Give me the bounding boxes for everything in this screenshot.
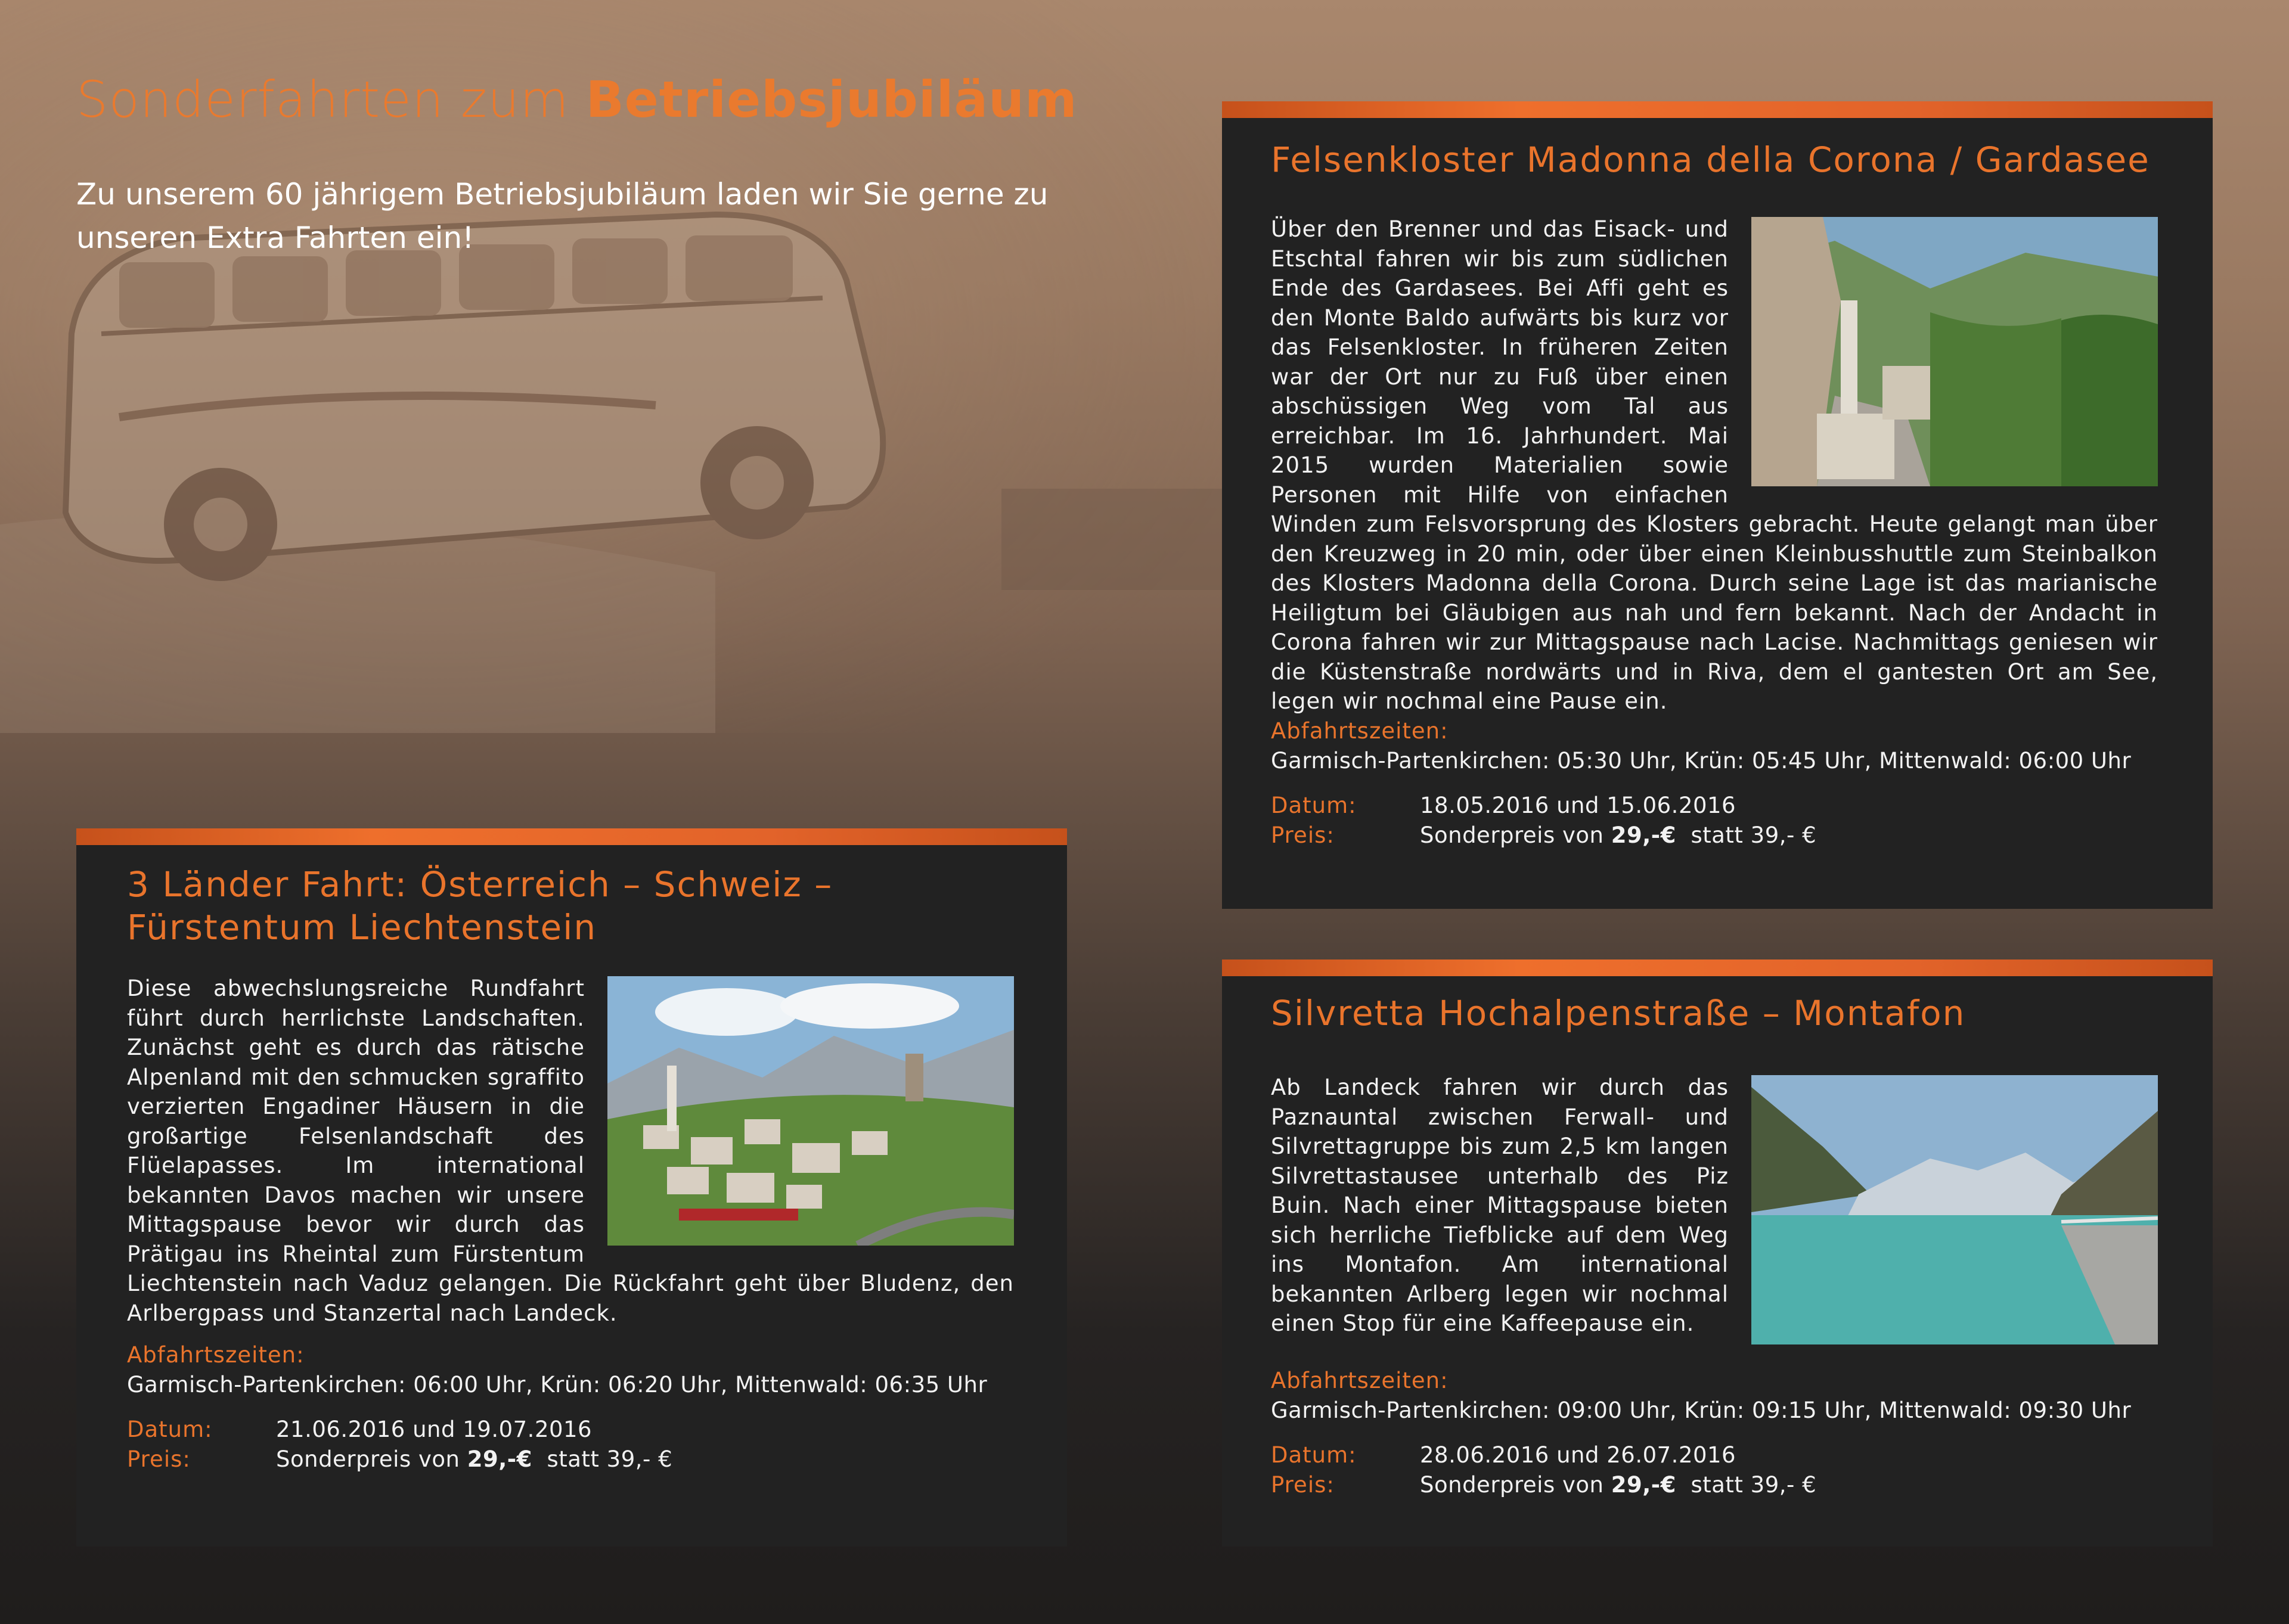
page-title (76, 70, 1078, 129)
departure-label: Abfahrtszeiten: (1271, 718, 1449, 744)
card-accent-bar (76, 828, 1067, 845)
alpine-village-photo (607, 976, 1014, 1246)
special-price: 29,-€ (1611, 822, 1676, 848)
card-accent-bar (1222, 101, 2213, 118)
page-title-bold: Betriebsjubiläum (585, 70, 1078, 129)
trip-dates: 21.06.2016 und 19.07.2016 (276, 1417, 593, 1442)
trip-card-silvretta (1222, 960, 2213, 1547)
trip-title: Felsenkloster Madonna della Corona / Gardasee (1271, 139, 2150, 180)
cliff-monastery-photo (1751, 217, 2158, 486)
date-label: Datum: (1271, 1442, 1357, 1468)
departure-times: Garmisch-Partenkirchen: 05:30 Uhr, Krün: 05:45 Uhr, Mittenwald: 06:00 Uhr (1271, 748, 2132, 774)
trip-price: Sonderpreis von 29,-€ statt 39,- € (276, 1446, 673, 1472)
card-accent-bar (1222, 960, 2213, 976)
page-title-light: Sonderfahrten zum (76, 70, 570, 129)
trip-price: Sonderpreis von 29,-€ statt 39,- € (1420, 1472, 1817, 1498)
intro-text: Zu unserem 60 jährigem Betriebsjubiläum laden wir Sie gerne zu unseren Extra Fahrten ein! (76, 177, 1049, 255)
special-price: 29,-€ (1611, 1472, 1676, 1498)
trip-dates: 18.05.2016 und 15.06.2016 (1420, 793, 1736, 818)
trip-description: Ab Landeck fahren wir durch das Paznauntal zwischen Ferwall- und Silvrettagruppe bis zum 2,5 km langen Silvrettastausee unterhalb des Piz Buin. Nach einer Mittagspause bieten sich herrliche Tiefblicke auf dem Weg ins Montafon. Am international bekannten Arlberg legen wir nochmal einen Stop für eine Kaffeepause ein. (1271, 1073, 2158, 1352)
departure-times: Garmisch-Partenkirchen: 09:00 Uhr, Krün: 09:15 Uhr, Mittenwald: 09:30 Uhr (1271, 1398, 2132, 1423)
price-label: Preis: (1271, 822, 1335, 848)
trip-dates: 28.06.2016 und 26.07.2016 (1420, 1442, 1736, 1468)
trip-description: Über den Brenner und das Eisack- und Etschtal fahren wir bis zum südlichen Ende des Gardasees. Bei Affi geht es den Monte Baldo aufwärts bis kurz vor das Felsenkloster. In früheren Zeiten war der Ort nur zu Fuß über einen abschüssigen Weg vom Tal aus erreichbar. Im 16. Jahrhundert. Mai 2015 wurden Materialien sowie Personen mit Hilfe von einfachen Winden zum Felsvorsprung des Klosters gebracht. Heute gelangt man über den Kreuzweg in 20 min, oder über einen Kleinbusshuttle zum Steinbalkon des Klosters Madonna della Corona. Durch seine Lage ist das marianische Heiligtum bei Gläubigen aus nah und fern bekannt. Nach der Andacht in Corona fahren wir zur Mittagspause nach Lacise. Nachmittags geniesen wir die Küstenstraße nordwärts und in Riva, dem el gantesten Ort am See, legen wir nochmal eine Pause ein. (1271, 216, 2158, 714)
date-label: Datum: (127, 1417, 213, 1442)
departure-times: Garmisch-Partenkirchen: 06:00 Uhr, Krün: 06:20 Uhr, Mittenwald: 06:35 Uhr (127, 1372, 988, 1398)
trip-card-gardasee (1222, 101, 2213, 909)
reservoir-lake-photo (1751, 1075, 2158, 1344)
trip-description: Diese abwechslungsreiche Rundfahrt führt durch herrlichste Landschaften. Zunächst geht es durch das rätische Alpenland mit den schmucken sgraffito verzierten Engadiner Häusern in die großartige Felsenlandschaft des Flüelapasses. Im international bekannten Davos machen wir unsere Mittagspause bevor wir durch das Prätigau ins Rheintal zum Fürstentum Liechtenstein nach Vaduz gelangen. Die Rückfahrt geht über Bludenz, den Arlbergpass und Stanzertal nach Landeck. (127, 976, 1014, 1326)
date-label: Datum: (1271, 793, 1357, 818)
departure-label: Abfahrtszeiten: (127, 1342, 305, 1368)
special-price: 29,-€ (467, 1446, 532, 1472)
trip-title: 3 Länder Fahrt: Österreich – Schweiz – Fürstentum Liechtenstein (127, 864, 833, 948)
trip-card-3-laender (76, 828, 1067, 1547)
trip-price: Sonderpreis von 29,-€ statt 39,- € (1420, 822, 1817, 848)
trip-title: Silvretta Hochalpenstraße – Montafon (1271, 993, 1966, 1033)
price-label: Preis: (1271, 1472, 1335, 1498)
price-label: Preis: (127, 1446, 191, 1472)
departure-label: Abfahrtszeiten: (1271, 1368, 1449, 1393)
